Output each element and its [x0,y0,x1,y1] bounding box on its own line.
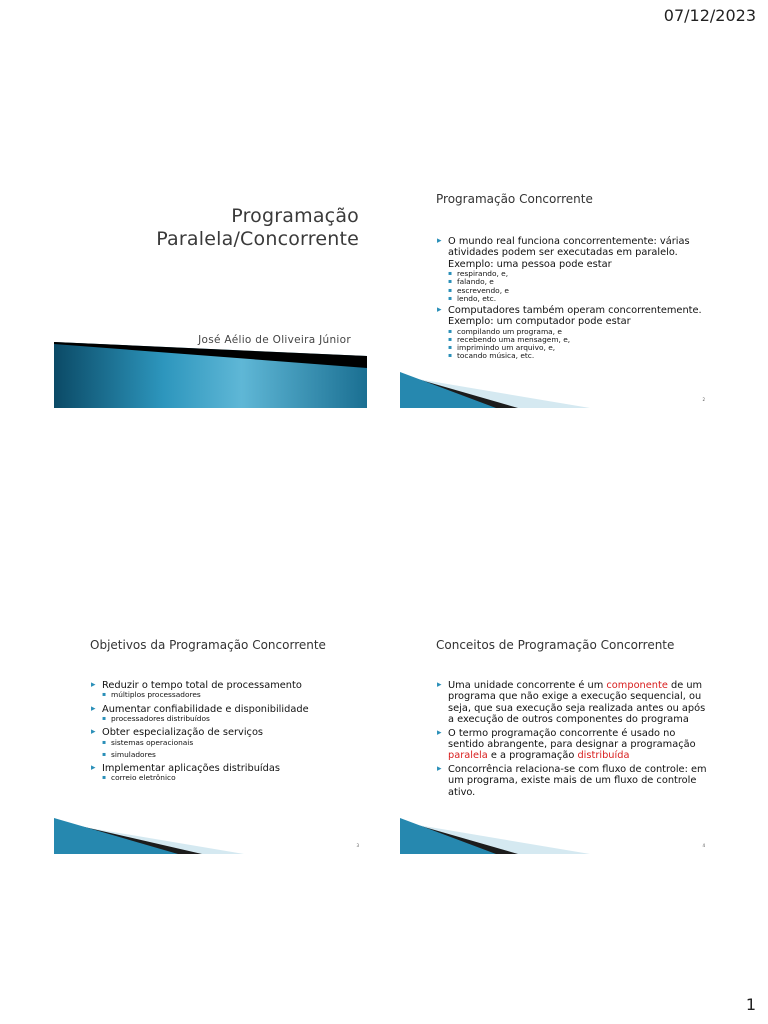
slide-3-sub-item: ▪ simuladores [91,751,361,759]
slide-2-sub-item: ▪ lendo, etc. [437,295,707,303]
slide-1-title-line-1: Programação [231,205,359,227]
slide-3-title: Objetivos da Programação Concorrente [90,638,326,652]
slide-2-bullet-2: ▸ Computadores também operam concorrentemente. Exemplo: um computador pode estar [437,305,707,328]
slide-3-bullet: ▸ Implementar aplicações distribuídas [91,763,361,774]
print-date: 07/12/2023 [663,6,756,25]
highlight-term: componente [606,680,668,691]
text-run: Uma unidade concorrente é um [448,680,607,691]
slide-3 [54,618,367,854]
slide-4-number: 4 [702,843,705,848]
slide-3-bullet: ▸ Reduzir o tempo total de processamento [91,680,361,691]
slide-3-content [91,680,361,783]
slide-2-sub-item: ▪ imprimindo um arquivo, e, [437,344,707,352]
slide-2-number: 2 [702,397,705,402]
slide-2-bullet-1: ▸ O mundo real funciona concorrentemente: várias atividades podem ser executadas em paralelo. Exemplo: uma pessoa pode estar [437,236,707,270]
slide-3-bullet: ▸ Obter especialização de serviços [91,727,361,738]
highlight-term: distribuída [577,750,630,762]
page-number: 1 [745,995,756,1014]
slide-2-sub-item: ▪ respirando, e, [437,270,707,278]
corner-wave-graphic [54,818,367,854]
slide-1-author: José Aélio de Oliveira Júnior [198,334,351,346]
slide-2-title: Programação Concorrente [436,192,593,206]
slide-4-bullet-2 [437,728,707,762]
slide-4-bullet-3: ▸ Concorrência relaciona-se com fluxo de controle: em um programa, existe mais de um fluxo de controle ativo. [437,764,707,798]
slide-1-title-line-2: Paralela/Concorrente [156,228,359,250]
slide-4-bullet-1 [437,680,707,726]
slide-3-number: 3 [356,843,359,848]
slide-3-sub-item: ▪ múltiplos processadores [91,691,361,699]
slide-3-sub-item: ▪ correio eletrônico [91,774,361,782]
slide-3-sub-item: ▪ processadores distribuídos [91,715,361,723]
slide-2-sub-item: ▪ falando, e [437,278,707,286]
slide-2-sub-item: ▪ recebendo uma mensagem, e, [437,336,707,344]
slide-2 [400,172,713,408]
slide-1-title [156,205,359,251]
slide-4-content [437,680,707,798]
slide-2-sub-item: ▪ compilando um programa, e [437,328,707,336]
slide-1 [54,172,367,408]
slide-3-sub-item: ▪ sistemas operacionais [91,739,361,747]
slide-3-bullet: ▸ Aumentar confiabilidade e disponibilidade [91,704,361,715]
text-run: O termo programação concorrente é usado no sentido abrangente, para designar a programação [448,727,696,751]
corner-wave-graphic [400,372,713,408]
slide-2-sub-item: ▪ escrevendo, e [437,287,707,295]
slide-4 [400,618,713,854]
corner-wave-graphic [400,818,713,854]
slide-2-sub-item: ▪ tocando música, etc. [437,352,707,360]
title-wave-graphic [54,342,367,408]
slide-2-content [437,236,707,361]
text-run: de um programa que não exige a execução sequencial, ou seja, que sua execução seja realizada antes ou após a execução de outros componentes do programa [448,680,706,726]
text-run: e a programação [487,750,578,762]
slide-4-title: Conceitos de Programação Concorrente [436,638,675,652]
highlight-term: paralela [448,750,488,762]
